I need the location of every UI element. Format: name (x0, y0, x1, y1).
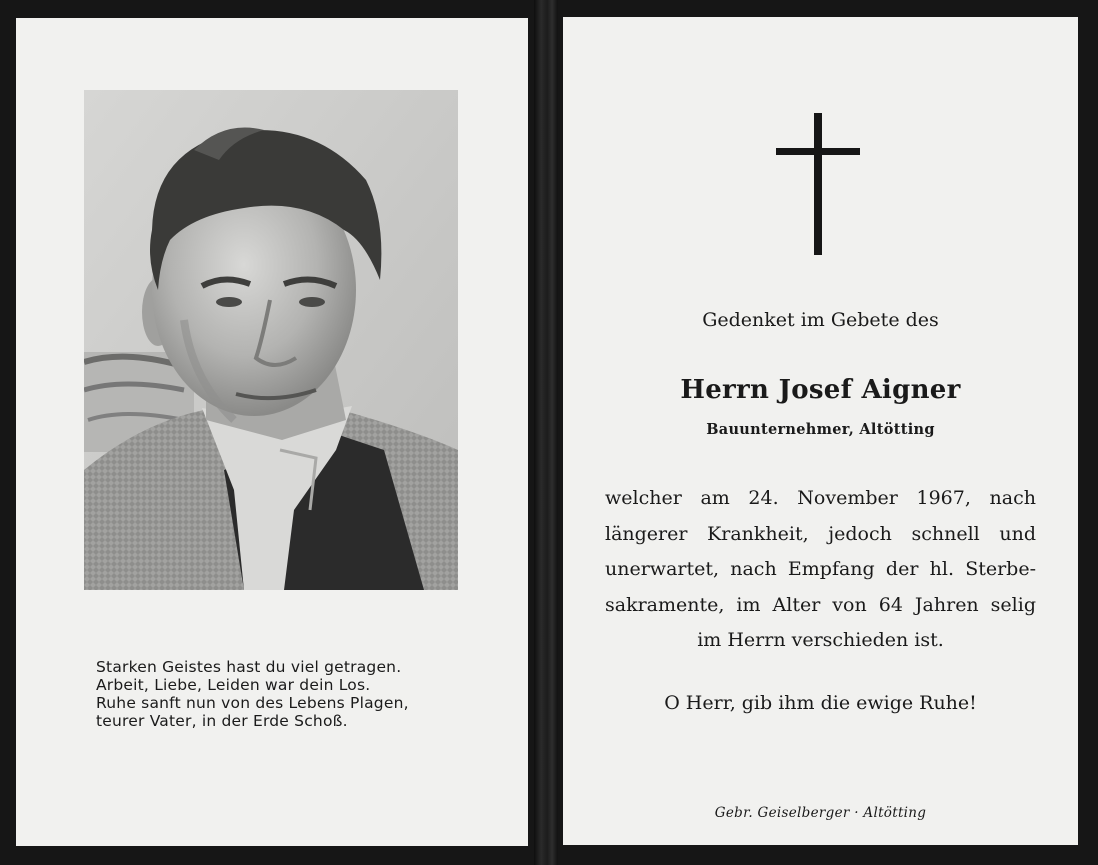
obituary-text (605, 481, 1036, 659)
poem-line: Arbeit, Liebe, Leiden war dein Los. (96, 676, 371, 694)
obituary-line: welcher am 24. November 1967, nach (605, 487, 1036, 509)
obituary-line: längerer Krankheit, jedoch schnell und (605, 522, 1036, 545)
latin-cross-icon (776, 113, 862, 257)
prayer-text: O Herr, gib ihm die ewige Ruhe! (664, 692, 977, 714)
portrait-photo-icon (84, 90, 458, 590)
poem-line: Ruhe sanft nun von des Lebens Plagen, (96, 694, 409, 712)
occupation-text: Bauunternehmer, Altötting (706, 421, 935, 438)
memorial-poem (96, 658, 496, 730)
left-panel (16, 18, 528, 846)
printer-credit: Gebr. Geiselberger · Altötting (714, 805, 927, 821)
card-fold-spine (534, 0, 558, 865)
poem-line: teurer Vater, in der Erde Schoß. (96, 712, 348, 730)
right-panel (563, 17, 1078, 845)
deceased-name: Herrn Josef Aigner (680, 375, 961, 405)
obituary-line: sakramente, im Alter von 64 Jahren selig (605, 593, 1036, 616)
obituary-line: im Herrn verschieden ist. (697, 629, 944, 651)
poem-line: Starken Geistes hast du viel getragen. (96, 658, 402, 676)
obituary-line: unerwartet, nach Empfang der hl. Sterbe- (605, 558, 1036, 580)
intro-text: Gedenket im Gebete des (702, 309, 939, 331)
